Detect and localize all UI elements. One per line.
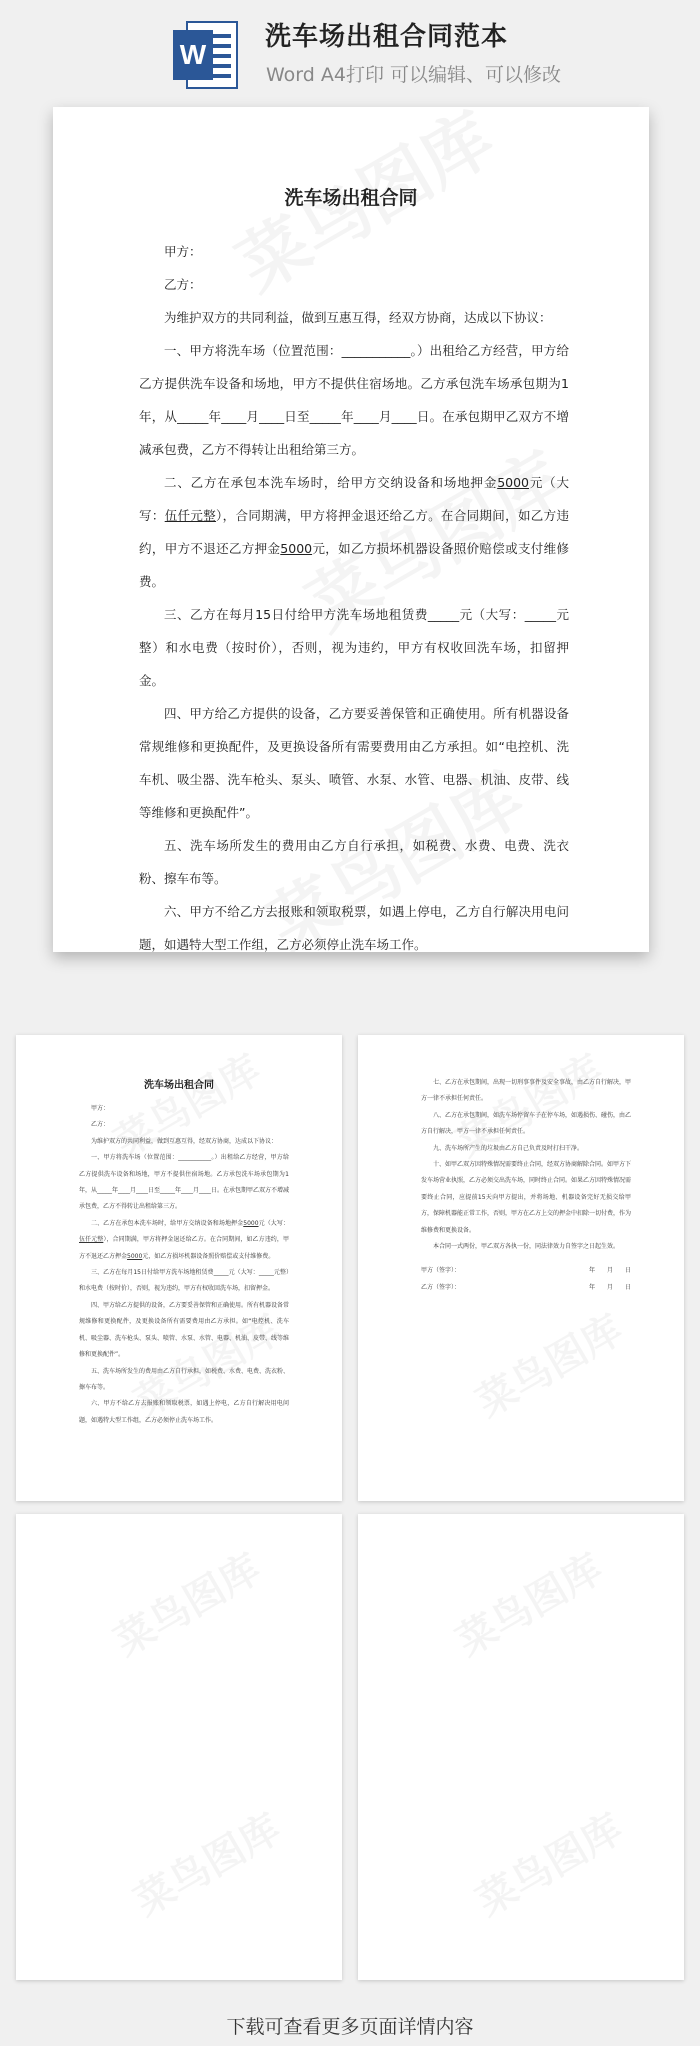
thumbnail-title: 洗车场出租合同 xyxy=(144,1080,214,1091)
watermark xyxy=(444,1538,611,1667)
thumbnail-page-2[interactable] xyxy=(358,1035,684,1501)
clause-2: 二、乙方在承包本洗车场时，给甲方交纳设备和场地押金5000元（大写：伍仟元整），合同期满，甲方将押金退还给乙方。在合同期间，如乙方违约，甲方不退还乙方押金5000元，如乙方损坏机器设备照价赔偿或支付维修费。 xyxy=(139,475,569,589)
party-a-line: 甲方： xyxy=(164,244,202,259)
clause-4: 四、甲方给乙方提供的设备，乙方要妥善保管和正确使用。所有机器设备常规维修和更换配件，及更换设备所有需要费用由乙方承担。如“电控机、洗车机、吸尘器、洗车枪头、泵头、喷管、水泵、水管、电器、机油、皮带、线等维修和更换配件”。 xyxy=(139,706,569,820)
thumbnail-page-3[interactable] xyxy=(16,1514,342,1980)
thumbnail-page-1[interactable] xyxy=(16,1035,342,1501)
clause-3: 三、乙方在每月15日付给甲方洗车场地租赁费_____元（大写：_____元整）和水电费（按时价），否则，视为违约，甲方有权收回洗车场，扣留押金。 xyxy=(139,607,569,688)
page-subtitle: Word A4打印 可以编辑、可以修改 xyxy=(266,64,562,86)
download-more-link[interactable]: 下载可查看更多页面详情内容 xyxy=(226,2016,474,2038)
svg-text:W: W xyxy=(179,39,207,70)
clause-6: 六、甲方不给乙方去报账和领取税票，如遇上停电，乙方自行解决用电问题，如遇特大型工作组，乙方必须停止洗车场工作。 xyxy=(139,904,569,952)
thumbnail-body: 七、乙方在承包期间，出现一切刑事事件及安全事故，由乙方自行解决，甲方一律不承担任何责任。 八、乙方在承包期间，如洗车场停留车子在停车场，如遇损伤、碰伤，由乙方自行解决，甲方一律不承担任何责任。 九、洗车场所产生的垃圾由乙方自己负责及时打扫干净。 十、如甲乙双方因特殊情况需要终止合同，经双方协商解除合同。如甲方下发车场营业执照，乙方必须交出洗车场，同时终止合同。如果乙方因特殊情况需要终止合同，应提前15天向甲方提出，并将场地、机器设备完好无损交给甲方，保障机器能正常工作，否则，甲方在乙方上交的押金中扣除一切付费，作为维修费和更换设备。 本合同一式两份，甲乙双方各执一份，同法律效力自签字之日起生效。 甲方（签字）： 年 月 日 乙方（签字）： 年 月 日 xyxy=(421,1075,631,1296)
watermark xyxy=(122,1798,289,1927)
thumbnail-body: 甲方： 乙方： 为维护双方的共同利益，做到互惠互得，经双方协商，达成以下协议： 一、甲方将洗车场（位置范围：___________。）出租给乙方经营，甲方给乙方提供洗车设备和场地，甲方不提供住宿场地。乙方承包洗车场承包期为1年，从_____年____月____日至_____年____月____日。在承包期甲乙双方不增减承包费，乙方不得转让出租给第三方。 二、乙方在承包本洗车场时，给甲方交纳设备和场地押金5000元（大写：伍仟元整），合同期满，甲方将押金退还给乙方。在合同期间，如乙方违约，甲方不退还乙方押金5000元，如乙方损坏机器设备照价赔偿或支付维修费。 三、乙方在每月15日付给甲方洗车场地租赁费_____元（大写：_____元整）和水电费（按时价），否则，视为违约，甲方有权收回洗车场，扣留押金。 四、甲方给乙方提供的设备，乙方要妥善保管和正确使用。所有机器设备常规维修和更换配件，及更换设备所有需要费用由乙方承担。如“电控机、洗车机、吸尘器、洗车枪头、泵头、喷管、水泵、水管、电器、机油、皮带、线等维修和更换配件”。 五、洗车场所发生的费用由乙方自行承担，如税费、水费、电费、洗衣粉、擦车布等。 六、甲方不给乙方去报账和领取税票，如遇上停电，乙方自行解决用电问题，如遇特大型工作组，乙方必须停止洗车场工作。 xyxy=(79,1105,290,1424)
watermark xyxy=(464,1798,631,1927)
watermark xyxy=(102,1538,269,1667)
word-doc-icon xyxy=(173,20,239,90)
signature-block: 甲方（签字）： 年 月 日 乙方（签字）： 年 月 日 xyxy=(421,1267,631,1291)
document-body xyxy=(139,235,569,952)
watermark xyxy=(464,1299,631,1428)
header xyxy=(0,0,700,100)
page-title: 洗车场出租合同范本 xyxy=(265,22,509,52)
document-preview-page xyxy=(53,107,649,952)
clause-5: 五、洗车场所发生的费用由乙方自行承担，如税费、水费、电费、洗衣粉、擦车布等。 xyxy=(139,838,569,886)
document-title: 洗车场出租合同 xyxy=(284,187,418,209)
clause-1: 一、甲方将洗车场（位置范围：___________。）出租给乙方经营，甲方给乙方提供洗车设备和场地，甲方不提供住宿场地。乙方承包洗车场承包期为1年，从_____年____月____日至_____年____月____日。在承包期甲乙双方不增减承包费，乙方不得转让出租给第三方。 xyxy=(139,343,569,457)
thumbnail-page-4[interactable] xyxy=(358,1514,684,1980)
intro-paragraph: 为维护双方的共同利益，做到互惠互得，经双方协商，达成以下协议： xyxy=(164,310,552,325)
party-b-line: 乙方： xyxy=(164,277,202,292)
